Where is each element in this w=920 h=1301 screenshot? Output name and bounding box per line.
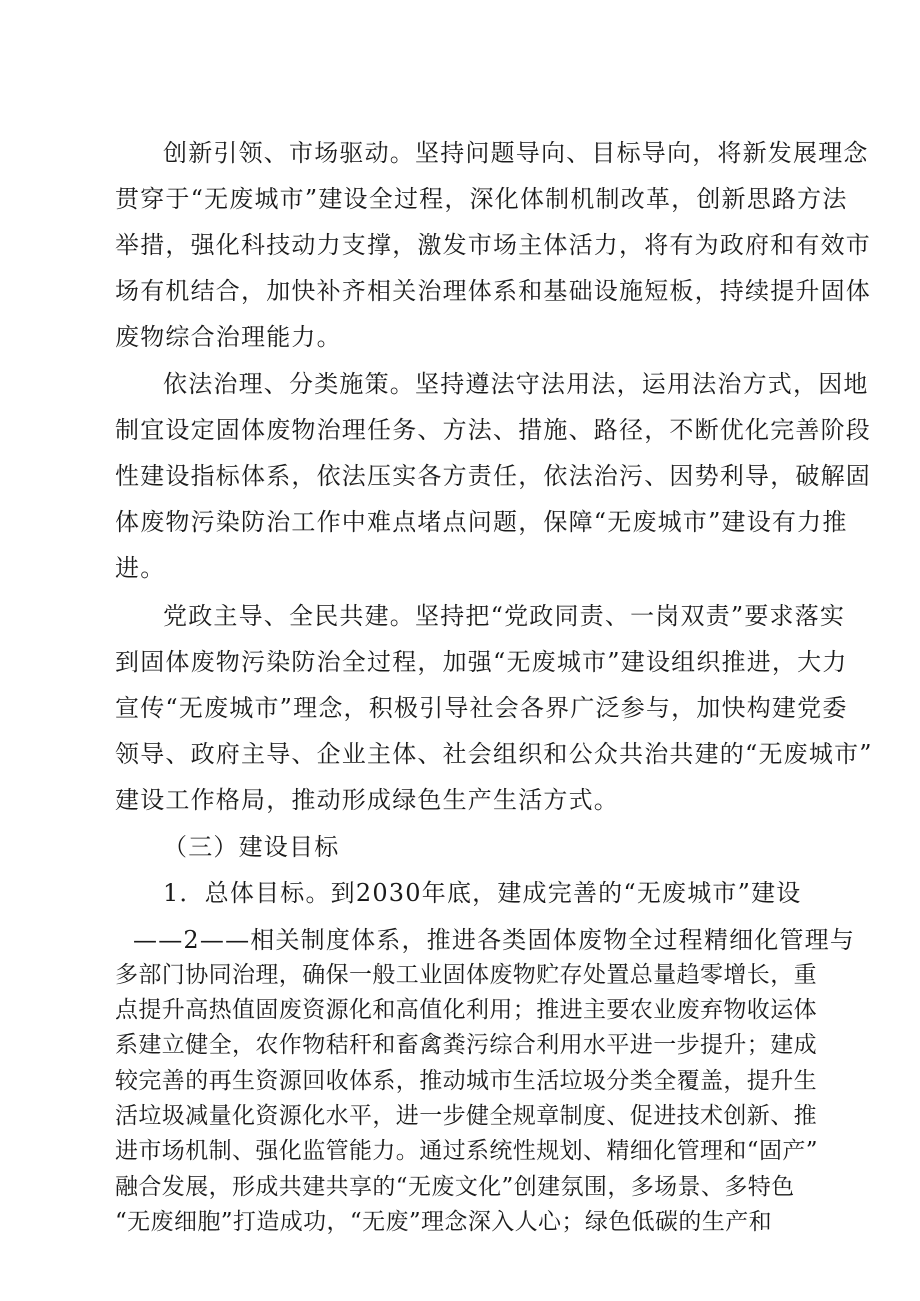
paragraph-2-line-2: 制宜设定固体废物治理任务、方法、措施、路径，不断优化完善阶段 [115, 416, 871, 444]
page-number-line: ——2——相关制度体系，推进各类固体废物全过程精细化管理与 [133, 926, 856, 954]
paragraph-1-line-3: 举措，强化科技动力支撑，激发市场主体活力，将有为政府和有效市 [115, 231, 871, 259]
paragraph-3-line-4: 领导、政府主导、企业主体、社会组织和公众共治共建的“无废城市” [115, 740, 873, 768]
paragraph-1-line-2: 贯穿于“无废城市”建设全过程，深化体制机制改革，创新思路方法 [115, 185, 848, 213]
paragraph-4-line-1: 多部门协同治理，确保一般工业固体废物贮存处置总量趋零增长，重 [115, 962, 817, 988]
paragraph-4-line-7: 融合发展，形成共建共享的“无废文化”创建氛围，多场景、多特色 [115, 1174, 795, 1200]
paragraph-3-line-3: 宣传“无废城市”理念，积极引导社会各界广泛参与，加快构建党委 [115, 694, 848, 722]
section-heading: （三）建设目标 [163, 833, 340, 861]
paragraph-1-line-4: 场有机结合，加快补齐相关治理体系和基础设施短板，持续提升固体 [115, 277, 871, 305]
paragraph-3-line-1: 党政主导、全民共建。坚持把“党政同责、一岗双责”要求落实 [163, 602, 846, 630]
paragraph-2-line-4: 体废物污染防治工作中难点堵点问题，保障“无废城市”建设有力推 [115, 508, 848, 536]
paragraph-4-line-5: 活垃圾减量化资源化水平，进一步健全规章制度、促进技术创新、推 [115, 1103, 817, 1129]
paragraph-4-line-4: 较完善的再生资源回收体系，推动城市生活垃圾分类全覆盖，提升生 [115, 1068, 817, 1094]
goal-intro-line: 1．总体目标。到2030年底，建成完善的“无废城市”建设 [163, 879, 802, 907]
paragraph-2-line-1: 依法治理、分类施策。坚持遵法守法用法，运用法治方式，因地 [163, 370, 869, 398]
paragraph-1-line-5: 废物综合治理能力。 [115, 323, 342, 351]
paragraph-1-line-1: 创新引领、市场驱动。坚持问题导向、目标导向，将新发展理念 [163, 139, 869, 167]
paragraph-4-line-2: 点提升高热值固废资源化和高值化利用；推进主要农业废弃物收运体 [115, 997, 817, 1023]
paragraph-3-line-2: 到固体废物污染防治全过程，加强“无废城市”建设组织推进，大力 [115, 648, 848, 676]
paragraph-4-line-6: 进市场机制、强化监管能力。通过系统性规划、精细化管理和“固产” [115, 1138, 818, 1164]
paragraph-2-line-3: 性建设指标体系，依法压实各方责任，依法治污、因势利导，破解固 [115, 462, 871, 490]
paragraph-4-line-8: “无废细胞”打造成功，“无废”理念深入人心；绿色低碳的生产和 [115, 1209, 773, 1235]
paragraph-4-line-3: 系建立健全，农作物秸秆和畜禽粪污综合利用水平进一步提升；建成 [115, 1032, 817, 1058]
paragraph-2-line-5: 进。 [115, 554, 166, 582]
paragraph-3-line-5: 建设工作格局，推动形成绿色生产生活方式。 [115, 786, 619, 814]
